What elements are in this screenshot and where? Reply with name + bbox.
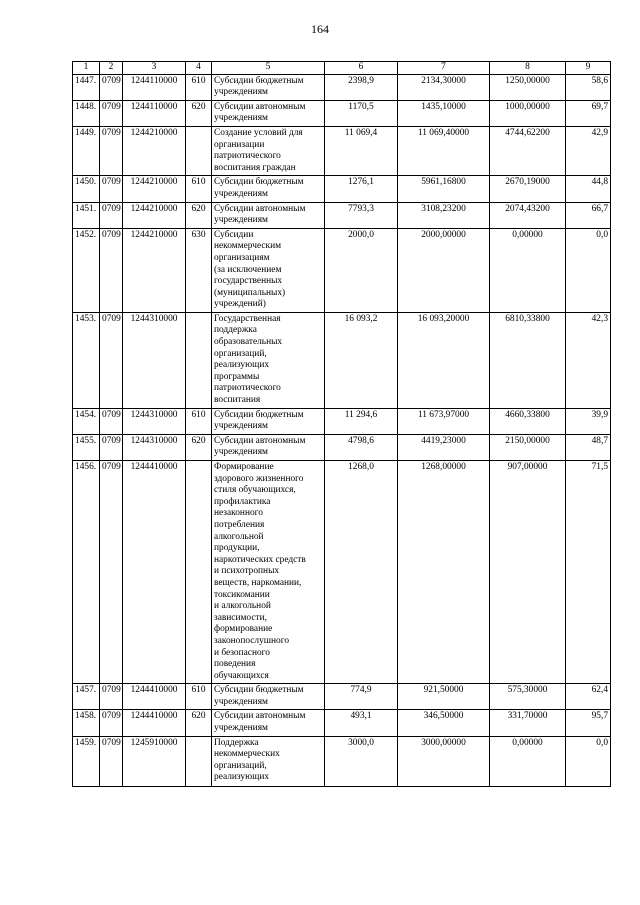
revised-amount: 2000,00000	[398, 228, 490, 312]
expense-type-code: 610	[186, 408, 212, 434]
revised-amount: 921,50000	[398, 684, 490, 710]
execution-percent: 58,6	[566, 74, 611, 100]
header-cell: 7	[398, 62, 490, 75]
item-name: Субсидии автономным учреждениям	[212, 202, 325, 228]
target-article-code: 1244210000	[123, 228, 186, 312]
table-row	[73, 228, 611, 312]
target-article-code: 1244310000	[123, 408, 186, 434]
target-article-code: 1244210000	[123, 202, 186, 228]
revised-amount: 3108,23200	[398, 202, 490, 228]
section-code: 0709	[100, 312, 123, 408]
target-article-code: 1244410000	[123, 461, 186, 684]
row-number: 1449.	[73, 126, 100, 175]
approved-amount: 1268,0	[325, 461, 398, 684]
table-body	[73, 74, 611, 786]
item-name: Субсидии бюджетным учреждениям	[212, 684, 325, 710]
execution-percent: 69,7	[566, 100, 611, 126]
table-row	[73, 100, 611, 126]
section-code: 0709	[100, 736, 123, 786]
target-article-code: 1244410000	[123, 710, 186, 736]
execution-percent: 48,7	[566, 434, 611, 460]
header-cell: 2	[100, 62, 123, 75]
header-cell: 5	[212, 62, 325, 75]
section-code: 0709	[100, 100, 123, 126]
row-number: 1452.	[73, 228, 100, 312]
target-article-code: 1245910000	[123, 736, 186, 786]
item-name: Государственная поддержка образовательных организаций, реализующих программы патриотического воспитания	[212, 312, 325, 408]
section-code: 0709	[100, 461, 123, 684]
table-row	[73, 434, 611, 460]
approved-amount: 2398,9	[325, 74, 398, 100]
revised-amount: 4419,23000	[398, 434, 490, 460]
section-code: 0709	[100, 202, 123, 228]
approved-amount: 11 294,6	[325, 408, 398, 434]
item-name: Субсидии автономным учреждениям	[212, 710, 325, 736]
approved-amount: 2000,0	[325, 228, 398, 312]
target-article-code: 1244210000	[123, 126, 186, 175]
header-cell: 3	[123, 62, 186, 75]
execution-percent: 0,0	[566, 228, 611, 312]
approved-amount: 1276,1	[325, 176, 398, 202]
approved-amount: 16 093,2	[325, 312, 398, 408]
approved-amount: 493,1	[325, 710, 398, 736]
row-number: 1454.	[73, 408, 100, 434]
expense-type-code	[186, 461, 212, 684]
revised-amount: 3000,00000	[398, 736, 490, 786]
table-row	[73, 312, 611, 408]
expense-type-code: 620	[186, 202, 212, 228]
execution-percent: 44,8	[566, 176, 611, 202]
target-article-code: 1244310000	[123, 434, 186, 460]
target-article-code: 1244110000	[123, 74, 186, 100]
row-number: 1456.	[73, 461, 100, 684]
execution-percent: 66,7	[566, 202, 611, 228]
row-number: 1447.	[73, 74, 100, 100]
target-article-code: 1244210000	[123, 176, 186, 202]
row-number: 1450.	[73, 176, 100, 202]
revised-amount: 11 069,40000	[398, 126, 490, 175]
executed-amount: 2670,19000	[490, 176, 566, 202]
table-row	[73, 126, 611, 175]
expense-type-code: 610	[186, 176, 212, 202]
revised-amount: 1435,10000	[398, 100, 490, 126]
section-code: 0709	[100, 228, 123, 312]
section-code: 0709	[100, 684, 123, 710]
revised-amount: 1268,00000	[398, 461, 490, 684]
header-cell: 6	[325, 62, 398, 75]
approved-amount: 11 069,4	[325, 126, 398, 175]
table-row	[73, 202, 611, 228]
executed-amount: 4744,62200	[490, 126, 566, 175]
execution-percent: 71,5	[566, 461, 611, 684]
executed-amount: 0,00000	[490, 736, 566, 786]
table-row	[73, 736, 611, 786]
header-cell: 1	[73, 62, 100, 75]
revised-amount: 346,50000	[398, 710, 490, 736]
table-row	[73, 176, 611, 202]
execution-percent: 42,9	[566, 126, 611, 175]
row-number: 1453.	[73, 312, 100, 408]
item-name: Субсидии бюджетным учреждениям	[212, 408, 325, 434]
item-name: Создание условий для организации патриотического воспитания граждан	[212, 126, 325, 175]
table-row	[73, 74, 611, 100]
expense-type-code: 620	[186, 710, 212, 736]
table-row	[73, 684, 611, 710]
executed-amount: 6810,33800	[490, 312, 566, 408]
section-code: 0709	[100, 408, 123, 434]
budget-table	[72, 61, 611, 787]
expense-type-code	[186, 312, 212, 408]
item-name: Субсидии автономным учреждениям	[212, 100, 325, 126]
header-cell: 4	[186, 62, 212, 75]
row-number: 1451.	[73, 202, 100, 228]
executed-amount: 2150,00000	[490, 434, 566, 460]
item-name: Субсидии бюджетным учреждениям	[212, 176, 325, 202]
executed-amount: 2074,43200	[490, 202, 566, 228]
execution-percent: 95,7	[566, 710, 611, 736]
execution-percent: 42,3	[566, 312, 611, 408]
executed-amount: 0,00000	[490, 228, 566, 312]
executed-amount: 4660,33800	[490, 408, 566, 434]
page-number: 164	[311, 22, 329, 36]
revised-amount: 11 673,97000	[398, 408, 490, 434]
executed-amount: 575,30000	[490, 684, 566, 710]
execution-percent: 0,0	[566, 736, 611, 786]
approved-amount: 4798,6	[325, 434, 398, 460]
expense-type-code	[186, 126, 212, 175]
expense-type-code: 620	[186, 434, 212, 460]
approved-amount: 774,9	[325, 684, 398, 710]
approved-amount: 7793,3	[325, 202, 398, 228]
row-number: 1459.	[73, 736, 100, 786]
executed-amount: 1000,00000	[490, 100, 566, 126]
table-row	[73, 408, 611, 434]
revised-amount: 5961,16800	[398, 176, 490, 202]
expense-type-code: 620	[186, 100, 212, 126]
item-name: Субсидии некоммерческим организациям (за исключением государственных (муниципальных) учреждений)	[212, 228, 325, 312]
revised-amount: 16 093,20000	[398, 312, 490, 408]
revised-amount: 2134,30000	[398, 74, 490, 100]
row-number: 1455.	[73, 434, 100, 460]
table-row	[73, 461, 611, 684]
target-article-code: 1244310000	[123, 312, 186, 408]
execution-percent: 62,4	[566, 684, 611, 710]
header-cell: 8	[490, 62, 566, 75]
row-number: 1458.	[73, 710, 100, 736]
expense-type-code: 610	[186, 74, 212, 100]
table-header-row	[73, 62, 611, 75]
section-code: 0709	[100, 710, 123, 736]
header-cell: 9	[566, 62, 611, 75]
section-code: 0709	[100, 74, 123, 100]
executed-amount: 907,00000	[490, 461, 566, 684]
item-name: Формирование здорового жизненного стиля обучающихся, профилактика незаконного потребления алкогольной продукции, наркотических средств и психотропных веществ, наркомании, токсикомании и алкогольной зависимости, формирование законопослушного и безопасного поведения обучающихся	[212, 461, 325, 684]
item-name: Поддержка некоммерческих организаций, реализующих	[212, 736, 325, 786]
approved-amount: 3000,0	[325, 736, 398, 786]
row-number: 1448.	[73, 100, 100, 126]
section-code: 0709	[100, 176, 123, 202]
item-name: Субсидии бюджетным учреждениям	[212, 74, 325, 100]
table-row	[73, 710, 611, 736]
row-number: 1457.	[73, 684, 100, 710]
executed-amount: 1250,00000	[490, 74, 566, 100]
expense-type-code: 610	[186, 684, 212, 710]
item-name: Субсидии автономным учреждениям	[212, 434, 325, 460]
target-article-code: 1244110000	[123, 100, 186, 126]
approved-amount: 1170,5	[325, 100, 398, 126]
section-code: 0709	[100, 434, 123, 460]
target-article-code: 1244410000	[123, 684, 186, 710]
expense-type-code: 630	[186, 228, 212, 312]
execution-percent: 39,9	[566, 408, 611, 434]
expense-type-code	[186, 736, 212, 786]
executed-amount: 331,70000	[490, 710, 566, 736]
section-code: 0709	[100, 126, 123, 175]
